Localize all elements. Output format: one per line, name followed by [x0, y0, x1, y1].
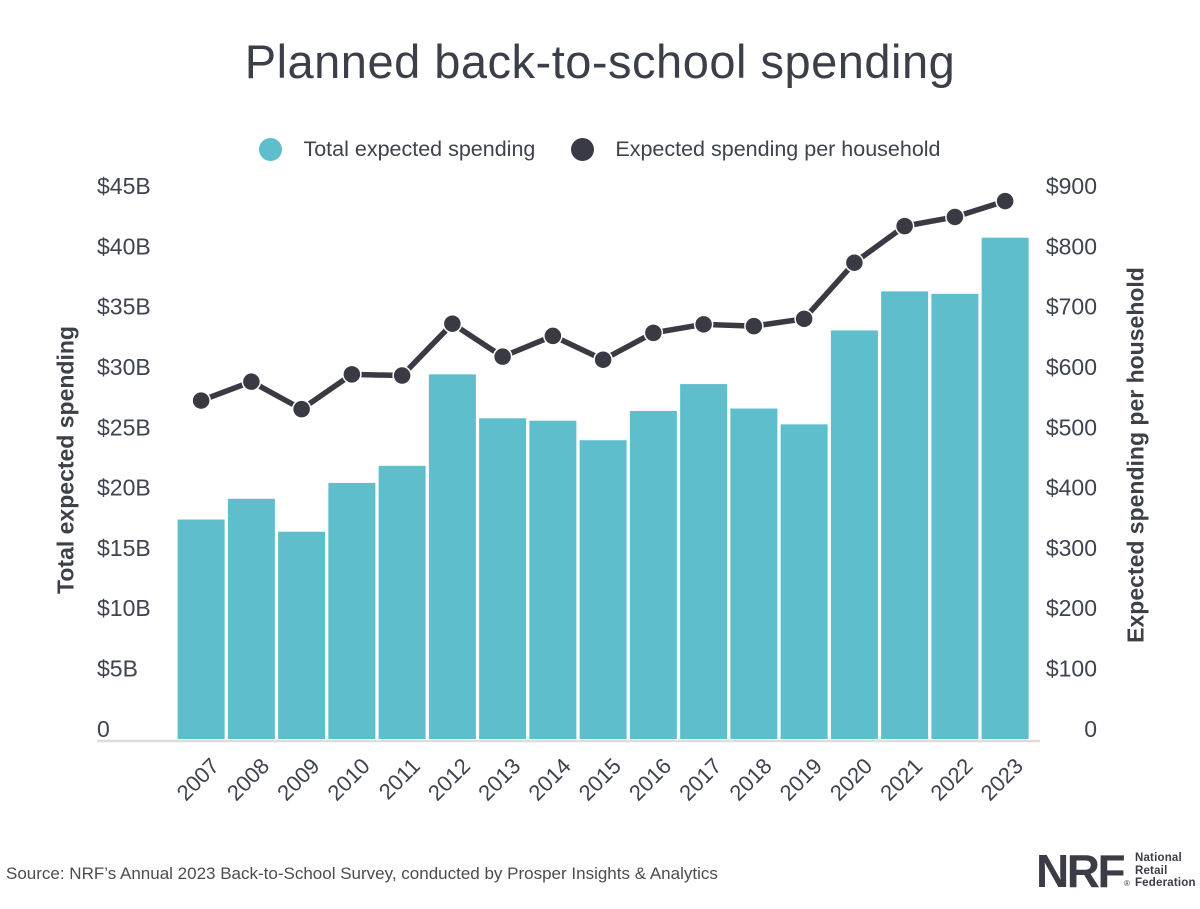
- left-axis-tick-label: $5B: [97, 655, 138, 682]
- line-point-2020: [845, 254, 863, 272]
- right-axis-tick-label: $400: [1045, 474, 1097, 501]
- left-axis-tick-label: $45B: [97, 173, 151, 200]
- line-point-2015: [594, 351, 612, 369]
- line-point-2013: [494, 348, 512, 366]
- line-point-2011: [393, 367, 411, 385]
- x-axis-year-label: 2010: [322, 753, 375, 806]
- right-axis-tick-label: $300: [1045, 534, 1097, 561]
- left-axis-tick-label: $10B: [97, 595, 151, 622]
- legend-label-household: Expected spending per household: [615, 137, 941, 161]
- right-axis-tick-label: $200: [1045, 595, 1097, 622]
- line-point-2014: [544, 327, 562, 345]
- left-axis-tick-label: 0: [97, 715, 110, 742]
- x-axis-year-label: 2015: [573, 753, 626, 806]
- left-axis-tick-label: $25B: [97, 414, 151, 441]
- bar-2017: [680, 384, 727, 739]
- nrf-logo-text: NRF: [1036, 845, 1124, 897]
- right-axis-title: Expected spending per household: [1122, 267, 1149, 643]
- x-axis-year-label: 2021: [875, 753, 928, 806]
- x-axis-year-label: 2012: [422, 753, 476, 806]
- x-axis-year-label: 2011: [373, 753, 425, 805]
- line-point-2019: [795, 310, 813, 328]
- right-axis-tick-label: 0: [1084, 715, 1097, 742]
- bar-2012: [429, 374, 476, 739]
- x-axis-year-label: 2008: [221, 753, 275, 806]
- bar-2008: [228, 499, 275, 739]
- right-axis-tick-label: $700: [1045, 293, 1097, 320]
- nrf-logo-subtext-line: Federation: [1134, 877, 1196, 890]
- bar-2014: [529, 421, 576, 739]
- left-axis-title: Total expected spending: [52, 326, 79, 594]
- bar-2023: [982, 238, 1029, 739]
- x-axis-year-label: 2023: [975, 753, 1028, 806]
- line-point-2022: [946, 208, 964, 226]
- bar-2007: [178, 520, 225, 739]
- line-point-2008: [242, 373, 260, 391]
- x-axis-year-label: 2019: [774, 753, 827, 806]
- line-point-2010: [343, 365, 361, 383]
- bar-2010: [328, 483, 375, 739]
- left-axis-tick-label: $30B: [97, 353, 151, 380]
- bar-2016: [630, 411, 677, 739]
- line-point-2007: [192, 392, 210, 410]
- line-point-2012: [443, 315, 461, 333]
- line-point-2018: [745, 317, 763, 335]
- bar-2022: [931, 294, 978, 739]
- line-point-2023: [996, 192, 1014, 210]
- x-axis-year-label: 2014: [523, 753, 576, 806]
- left-axis-tick-label: $35B: [97, 293, 151, 320]
- left-axis-tick-label: $20B: [97, 474, 151, 501]
- right-axis-tick-label: $800: [1045, 233, 1097, 260]
- bar-2015: [580, 440, 627, 739]
- x-axis-year-label: 2007: [171, 753, 224, 806]
- nrf-logo-subtext-line: National: [1134, 852, 1182, 865]
- chart-title: Planned back-to-school spending: [244, 35, 956, 88]
- left-axis-tick-label: $40B: [97, 233, 151, 260]
- x-axis-year-label: 2022: [925, 753, 978, 806]
- legend-label-total: Total expected spending: [303, 137, 536, 161]
- bar-2009: [278, 532, 325, 739]
- bar-2021: [881, 291, 928, 739]
- x-axis-year-label: 2017: [674, 753, 727, 806]
- bar-2011: [379, 466, 426, 739]
- x-axis-year-label: 2016: [623, 753, 677, 806]
- line-point-2021: [896, 217, 914, 235]
- nrf-logo-subtext: [1135, 852, 1196, 890]
- source-note: Source: NRF’s Annual 2023 Back-to-School Survey, conducted by Prosper Insights & Analytics: [6, 864, 718, 883]
- nrf-logo: [1036, 845, 1196, 897]
- x-axis-year-label: 2020: [824, 753, 878, 806]
- left-axis-tick-label: $15B: [97, 534, 151, 561]
- x-axis-year-label: 2013: [473, 753, 526, 806]
- bar-2018: [730, 409, 777, 740]
- right-axis-tick-label: $100: [1045, 655, 1097, 682]
- right-axis-tick-label: $600: [1045, 353, 1097, 380]
- bar-2020: [831, 330, 878, 739]
- x-axis-year-label: 2018: [724, 753, 777, 806]
- nrf-logo-subtext-line: Retail: [1134, 864, 1168, 877]
- right-axis-tick-label: $500: [1045, 414, 1097, 441]
- line-point-2016: [644, 324, 662, 342]
- bar-2019: [781, 424, 828, 739]
- right-axis-tick-label: $900: [1045, 173, 1097, 200]
- line-point-2017: [695, 315, 713, 333]
- bar-2013: [479, 418, 526, 739]
- registered-mark-icon: ®: [1124, 879, 1130, 888]
- line-point-2009: [293, 400, 311, 418]
- x-axis-year-label: 2009: [272, 753, 325, 806]
